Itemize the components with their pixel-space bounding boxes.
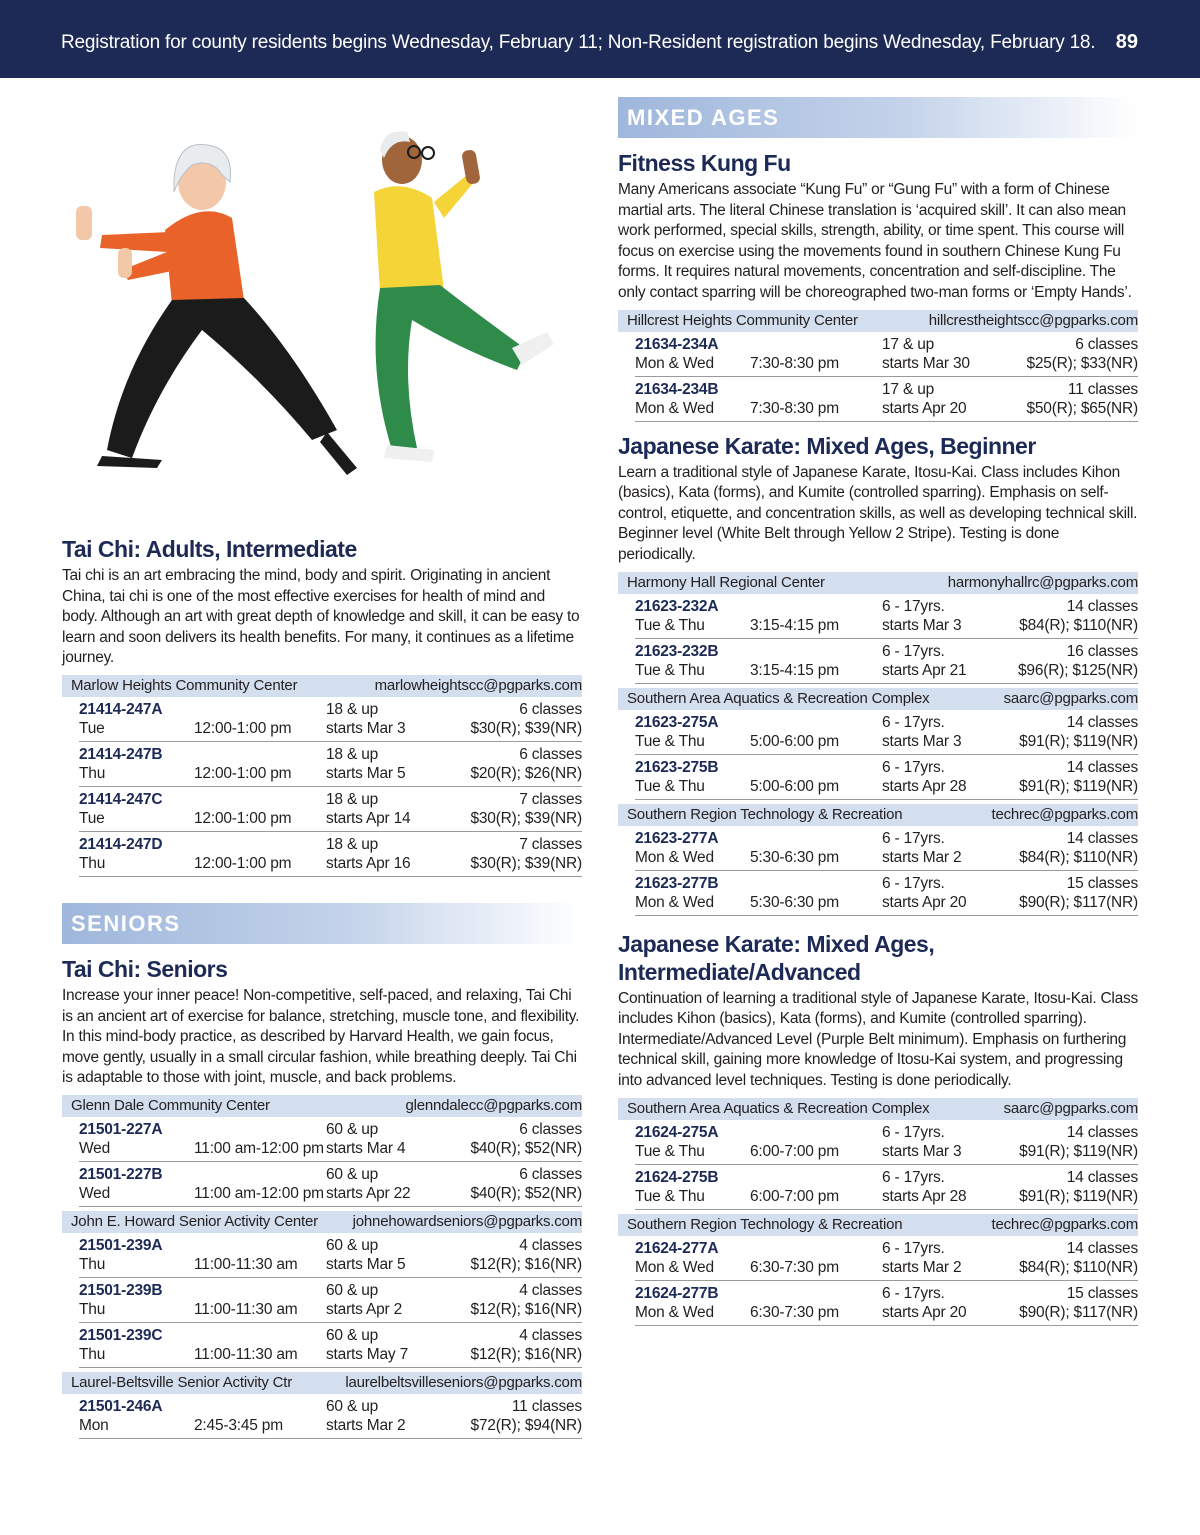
class-offering-row: [79, 832, 582, 877]
class-count: 4 classes: [519, 1281, 582, 1299]
location-block: [62, 1095, 582, 1439]
registration-notice: Registration for county residents begins Wednesday, February 11; Non-Resident registration begins Wednesday, February 18.: [61, 32, 1096, 53]
course-code: 21624-277A: [635, 1239, 719, 1257]
class-time: 5:30-6:30 pm: [750, 893, 839, 911]
class-count: 4 classes: [519, 1236, 582, 1254]
class-fee: $91(R); $119(NR): [1019, 1187, 1138, 1205]
class-time: 11:00 am-12:00 pm: [194, 1184, 324, 1202]
age-range: 6 - 17yrs.: [882, 1123, 945, 1141]
age-range: 6 - 17yrs.: [882, 1239, 945, 1257]
class-time: 11:00 am-12:00 pm: [194, 1139, 324, 1157]
location-email-link[interactable]: laurelbeltsvilleseniors@pgparks.com: [345, 1373, 582, 1391]
class-offering-row: [79, 787, 582, 832]
section-title: Fitness Kung Fu: [618, 150, 791, 176]
course-code: 21501-239A: [79, 1236, 163, 1254]
age-range: 18 & up: [326, 700, 379, 718]
class-offering-row: [635, 1236, 1138, 1281]
age-range: 6 - 17yrs.: [882, 642, 945, 660]
class-count: 15 classes: [1066, 874, 1138, 892]
class-days: Thu: [79, 1255, 106, 1273]
start-date: starts Mar 30: [882, 354, 970, 372]
karate-beginner-section: [618, 432, 1138, 916]
age-range: 60 & up: [326, 1281, 379, 1299]
age-range: 6 - 17yrs.: [882, 758, 945, 776]
course-code: 21634-234A: [635, 335, 719, 353]
start-date: starts Apr 22: [326, 1184, 411, 1202]
course-code: 21623-275A: [635, 713, 719, 731]
location-name: Southern Region Technology & Recreation: [627, 805, 903, 823]
class-days: Mon & Wed: [635, 399, 714, 417]
location-name: John E. Howard Senior Activity Center: [71, 1212, 318, 1230]
location-block: [618, 572, 1138, 916]
woman-figure: [76, 144, 357, 475]
class-time: 12:00-1:00 pm: [194, 854, 292, 872]
course-code: 21624-277B: [635, 1284, 719, 1302]
class-time: 12:00-1:00 pm: [194, 764, 292, 782]
class-days: Wed: [79, 1184, 110, 1202]
course-code: 21501-246A: [79, 1397, 163, 1415]
class-offering-row: [79, 1233, 582, 1278]
class-fee: $84(R); $110(NR): [1019, 616, 1138, 634]
class-offering-row: [79, 1278, 582, 1323]
location-name: Marlow Heights Community Center: [71, 676, 298, 694]
course-code: 21623-232A: [635, 597, 719, 615]
class-days: Thu: [79, 1300, 106, 1318]
class-days: Thu: [79, 854, 106, 872]
class-count: 14 classes: [1066, 1168, 1138, 1186]
location-email-link[interactable]: marlowheightscc@pgparks.com: [374, 676, 582, 694]
start-date: starts Mar 3: [882, 732, 962, 750]
class-days: Mon: [79, 1416, 109, 1434]
class-fee: $40(R); $52(NR): [470, 1139, 582, 1157]
class-count: 15 classes: [1066, 1284, 1138, 1302]
age-range: 6 - 17yrs.: [882, 874, 945, 892]
class-time: 12:00-1:00 pm: [194, 809, 292, 827]
class-time: 12:00-1:00 pm: [194, 719, 292, 737]
class-time: 7:30-8:30 pm: [750, 399, 839, 417]
location-email-link[interactable]: techrec@pgparks.com: [991, 1215, 1138, 1233]
class-count: 14 classes: [1066, 829, 1138, 847]
age-range: 60 & up: [326, 1165, 379, 1183]
section-description: Increase your inner peace! Non-competitive, self-paced, and relaxing, Tai Chi is an ancient art of exercise for balance, stretching, muscle tone, and flexibility. In this mind-body practice, as described by Harvard Health, we gain focus, move gently, usually in a small circular fashion, while breathing deeply. Tai Chi is adaptable to those with joint, muscle, and back problems.: [62, 986, 580, 1087]
class-offering-row: [635, 1120, 1138, 1165]
location-block: [62, 675, 582, 877]
class-time: 5:00-6:00 pm: [750, 777, 839, 795]
location-name: Southern Region Technology & Recreation: [627, 1215, 903, 1233]
location-header: [618, 310, 1138, 332]
class-fee: $30(R); $39(NR): [470, 854, 582, 872]
age-range: 17 & up: [882, 335, 935, 353]
course-code: 21624-275B: [635, 1168, 719, 1186]
start-date: starts Apr 21: [882, 661, 967, 679]
class-offering-row: [635, 710, 1138, 755]
location-email-link[interactable]: glenndalecc@pgparks.com: [405, 1096, 582, 1114]
class-offering-row: [79, 1117, 582, 1162]
class-days: Mon & Wed: [635, 893, 714, 911]
course-code: 21623-277A: [635, 829, 719, 847]
class-time: 6:00-7:00 pm: [750, 1187, 839, 1205]
start-date: starts Mar 2: [882, 1258, 962, 1276]
class-days: Tue & Thu: [635, 777, 705, 795]
class-fee: $91(R); $119(NR): [1019, 732, 1138, 750]
class-time: 5:00-6:00 pm: [750, 732, 839, 750]
class-days: Tue: [79, 719, 105, 737]
course-code: 21414-247A: [79, 700, 163, 718]
section-title: Tai Chi: Seniors: [62, 955, 228, 982]
class-count: 6 classes: [519, 1120, 582, 1138]
location-header: [618, 804, 1138, 826]
kung-fu-section: [618, 149, 1138, 422]
class-count: 6 classes: [519, 1165, 582, 1183]
start-date: starts Apr 20: [882, 1303, 967, 1321]
age-range: 18 & up: [326, 745, 379, 763]
class-days: Tue & Thu: [635, 661, 705, 679]
location-header: [62, 1211, 582, 1233]
class-time: 3:15-4:15 pm: [750, 661, 839, 679]
location-header: [618, 572, 1138, 594]
location-email-link[interactable]: johnehowardseniors@pgparks.com: [352, 1212, 582, 1230]
man-figure: [374, 131, 554, 462]
start-date: starts Mar 3: [326, 719, 406, 737]
start-date: starts May 7: [326, 1345, 409, 1363]
class-fee: $40(R); $52(NR): [470, 1184, 582, 1202]
seniors-band: SENIORS: [62, 903, 582, 944]
location-header: [62, 1372, 582, 1394]
class-count: 7 classes: [519, 790, 582, 808]
location-header: [62, 1095, 582, 1117]
age-range: 60 & up: [326, 1397, 379, 1415]
class-fee: $91(R); $119(NR): [1019, 1142, 1138, 1160]
class-offering-row: [635, 1281, 1138, 1326]
class-offering-row: [635, 755, 1138, 800]
section-description: Continuation of learning a traditional style of Japanese Karate, Itosu-Kai. Class includes Kihon (basics), Kata (forms), and Kumite (controlled sparring). Intermediate/Advanced Level (Purple Belt minimum). Emphasis on furthering technical skill, gaining more knowledge of Itosu-Kai system, and progressing into advanced level techniques. Testing is done periodically.: [618, 989, 1138, 1089]
tai-chi-adults-section: [62, 535, 582, 877]
course-code: 21501-239C: [79, 1326, 163, 1344]
course-code: 21624-275A: [635, 1123, 719, 1141]
section-description: Many Americans associate “Kung Fu” or “Gung Fu” with a form of Chinese martial arts. The literal Chinese translation is ‘acquired skill’. It can also mean work performed, special skills, strength, ability, or time spent. This course will focus on exercise using the movements found in southern Chinese Kung Fu forms. It requires natural movements, concentration and self-discipline. The only contact sparring will be choreographed two-man forms or ‘Empty Hands’.: [618, 181, 1132, 301]
class-offering-row: [79, 1323, 582, 1368]
age-range: 18 & up: [326, 790, 379, 808]
section-description: Learn a traditional style of Japanese Karate, Itosu-Kai. Class includes Kihon (basics), Kata (forms), and Kumite (controlled sparring). Emphasis on self-control, etiquette, and concentration skills, as well as developing technical skill. Beginner level (White Belt through Yellow 2 Stripe). Testing is done periodically.: [618, 463, 1138, 563]
class-fee: $72(R); $94(NR): [470, 1416, 582, 1434]
tai-chi-seniors-section: [62, 955, 582, 1439]
class-count: 4 classes: [519, 1326, 582, 1344]
course-code: 21501-227A: [79, 1120, 163, 1138]
class-count: 6 classes: [519, 745, 582, 763]
section-title: Japanese Karate: Mixed Ages, Intermediate/Advanced: [618, 930, 935, 985]
start-date: starts Mar 3: [882, 616, 962, 634]
location-block: [618, 1098, 1138, 1326]
start-date: starts Apr 2: [326, 1300, 402, 1318]
class-days: Tue & Thu: [635, 732, 705, 750]
class-offering-row: [79, 1394, 582, 1439]
class-fee: $91(R); $119(NR): [1019, 777, 1138, 795]
location-name: Glenn Dale Community Center: [71, 1096, 270, 1114]
course-code: 21414-247D: [79, 835, 163, 853]
location-block: [618, 310, 1138, 422]
location-name: Harmony Hall Regional Center: [627, 573, 825, 591]
class-time: 2:45-3:45 pm: [194, 1416, 283, 1434]
section-title: Tai Chi: Adults, Intermediate: [62, 536, 357, 562]
location-email-link[interactable]: techrec@pgparks.com: [991, 805, 1138, 823]
age-range: 6 - 17yrs.: [882, 1284, 945, 1302]
class-days: Thu: [79, 1345, 106, 1363]
class-fee: $90(R); $117(NR): [1019, 1303, 1138, 1321]
class-time: 7:30-8:30 pm: [750, 354, 839, 372]
start-date: starts Mar 5: [326, 1255, 406, 1273]
class-time: 6:00-7:00 pm: [750, 1142, 839, 1160]
age-range: 60 & up: [326, 1236, 379, 1254]
course-code: 21623-275B: [635, 758, 719, 776]
class-fee: $12(R); $16(NR): [470, 1300, 582, 1318]
location-header: [62, 675, 582, 697]
class-offering-row: [635, 377, 1138, 422]
age-range: 6 - 17yrs.: [882, 713, 945, 731]
class-days: Tue & Thu: [635, 1142, 705, 1160]
class-days: Mon & Wed: [635, 354, 714, 372]
class-days: Mon & Wed: [635, 1303, 714, 1321]
class-time: 6:30-7:30 pm: [750, 1258, 839, 1276]
right-column: [618, 97, 1138, 1326]
class-offering-row: [635, 1165, 1138, 1210]
class-fee: $90(R); $117(NR): [1019, 893, 1138, 911]
start-date: starts Apr 14: [326, 809, 411, 827]
class-time: 11:00-11:30 am: [194, 1300, 298, 1318]
start-date: starts Mar 2: [882, 848, 962, 866]
page-number: 89: [1115, 31, 1138, 53]
start-date: starts Mar 4: [326, 1139, 406, 1157]
class-count: 11 classes: [1067, 380, 1138, 398]
class-offering-row: [79, 742, 582, 787]
class-days: Tue: [79, 809, 105, 827]
class-time: 5:30-6:30 pm: [750, 848, 839, 866]
age-range: 6 - 17yrs.: [882, 829, 945, 847]
location-name: Southern Area Aquatics & Recreation Complex: [627, 1099, 930, 1117]
course-code: 21501-227B: [79, 1165, 163, 1183]
class-time: 11:00-11:30 am: [194, 1345, 298, 1363]
class-offering-row: [79, 697, 582, 742]
course-code: 21623-232B: [635, 642, 719, 660]
age-range: 60 & up: [326, 1326, 379, 1344]
class-days: Mon & Wed: [635, 1258, 714, 1276]
age-range: 60 & up: [326, 1120, 379, 1138]
class-fee: $30(R); $39(NR): [470, 719, 582, 737]
section-title: Japanese Karate: Mixed Ages, Beginner: [618, 432, 1036, 459]
course-code: 21414-247C: [79, 790, 163, 808]
course-code: 21414-247B: [79, 745, 163, 763]
class-fee: $12(R); $16(NR): [470, 1345, 582, 1363]
course-code: 21634-234B: [635, 380, 719, 398]
class-fee: $12(R); $16(NR): [470, 1255, 582, 1273]
class-offering-row: [79, 1162, 582, 1207]
class-count: 6 classes: [1075, 335, 1138, 353]
class-fee: $50(R); $65(NR): [1026, 399, 1138, 417]
location-header: [618, 1098, 1138, 1120]
location-header: [618, 688, 1138, 710]
class-count: 7 classes: [519, 835, 582, 853]
tai-chi-illustration: [62, 120, 582, 500]
class-days: Mon & Wed: [635, 848, 714, 866]
start-date: starts Mar 5: [326, 764, 406, 782]
location-name: Laurel-Beltsville Senior Activity Ctr: [71, 1373, 293, 1391]
class-count: 16 classes: [1066, 642, 1138, 660]
mixed-ages-band: MIXED AGES: [618, 97, 1138, 138]
location-name: Hillcrest Heights Community Center: [627, 311, 858, 329]
class-days: Tue & Thu: [635, 1187, 705, 1205]
class-count: 14 classes: [1066, 713, 1138, 731]
class-fee: $20(R); $26(NR): [470, 764, 582, 782]
location-name: Southern Area Aquatics & Recreation Complex: [627, 689, 930, 707]
class-count: 11 classes: [511, 1397, 582, 1415]
class-count: 6 classes: [519, 700, 582, 718]
location-header: [618, 1214, 1138, 1236]
class-offering-row: [635, 594, 1138, 639]
location-email-link[interactable]: saarc@pgparks.com: [1003, 1099, 1138, 1117]
class-offering-row: [635, 871, 1138, 916]
course-code: 21501-239B: [79, 1281, 163, 1299]
class-offering-row: [635, 826, 1138, 871]
class-time: 3:15-4:15 pm: [750, 616, 839, 634]
class-fee: $84(R); $110(NR): [1019, 848, 1138, 866]
header-bar: [0, 0, 1200, 78]
start-date: starts Apr 28: [882, 1187, 967, 1205]
start-date: starts Apr 20: [882, 399, 967, 417]
start-date: starts Mar 2: [326, 1416, 406, 1434]
section-description: Tai chi is an art embracing the mind, body and spirit. Originating in ancient China, tai chi is one of the most effective exercises for health of mind and body. Although an art with great depth of knowledge and skill, it can be easy to learn and soon delivers its health benefits. For many, it continues as a lifetime journey.: [62, 567, 580, 667]
class-offering-row: [635, 639, 1138, 684]
class-time: 11:00-11:30 am: [194, 1255, 298, 1273]
location-email-link[interactable]: hillcrestheightscc@pgparks.com: [928, 311, 1138, 329]
class-days: Tue & Thu: [635, 616, 705, 634]
class-count: 14 classes: [1066, 1123, 1138, 1141]
start-date: starts Mar 3: [882, 1142, 962, 1160]
class-fee: $25(R); $33(NR): [1026, 354, 1138, 372]
karate-advanced-section: [618, 930, 1138, 1326]
class-time: 6:30-7:30 pm: [750, 1303, 839, 1321]
class-offering-row: [635, 332, 1138, 377]
class-fee: $84(R); $110(NR): [1019, 1258, 1138, 1276]
left-column: [62, 535, 582, 1439]
class-days: Thu: [79, 764, 106, 782]
class-days: Wed: [79, 1139, 110, 1157]
course-code: 21623-277B: [635, 874, 719, 892]
class-fee: $96(R); $125(NR): [1018, 661, 1138, 679]
class-count: 14 classes: [1066, 1239, 1138, 1257]
class-fee: $30(R); $39(NR): [470, 809, 582, 827]
age-range: 6 - 17yrs.: [882, 1168, 945, 1186]
age-range: 6 - 17yrs.: [882, 597, 945, 615]
start-date: starts Apr 28: [882, 777, 967, 795]
start-date: starts Apr 16: [326, 854, 411, 872]
start-date: starts Apr 20: [882, 893, 967, 911]
class-count: 14 classes: [1066, 758, 1138, 776]
age-range: 17 & up: [882, 380, 935, 398]
class-count: 14 classes: [1066, 597, 1138, 615]
location-email-link[interactable]: saarc@pgparks.com: [1003, 689, 1138, 707]
location-email-link[interactable]: harmonyhallrc@pgparks.com: [947, 573, 1138, 591]
age-range: 18 & up: [326, 835, 379, 853]
